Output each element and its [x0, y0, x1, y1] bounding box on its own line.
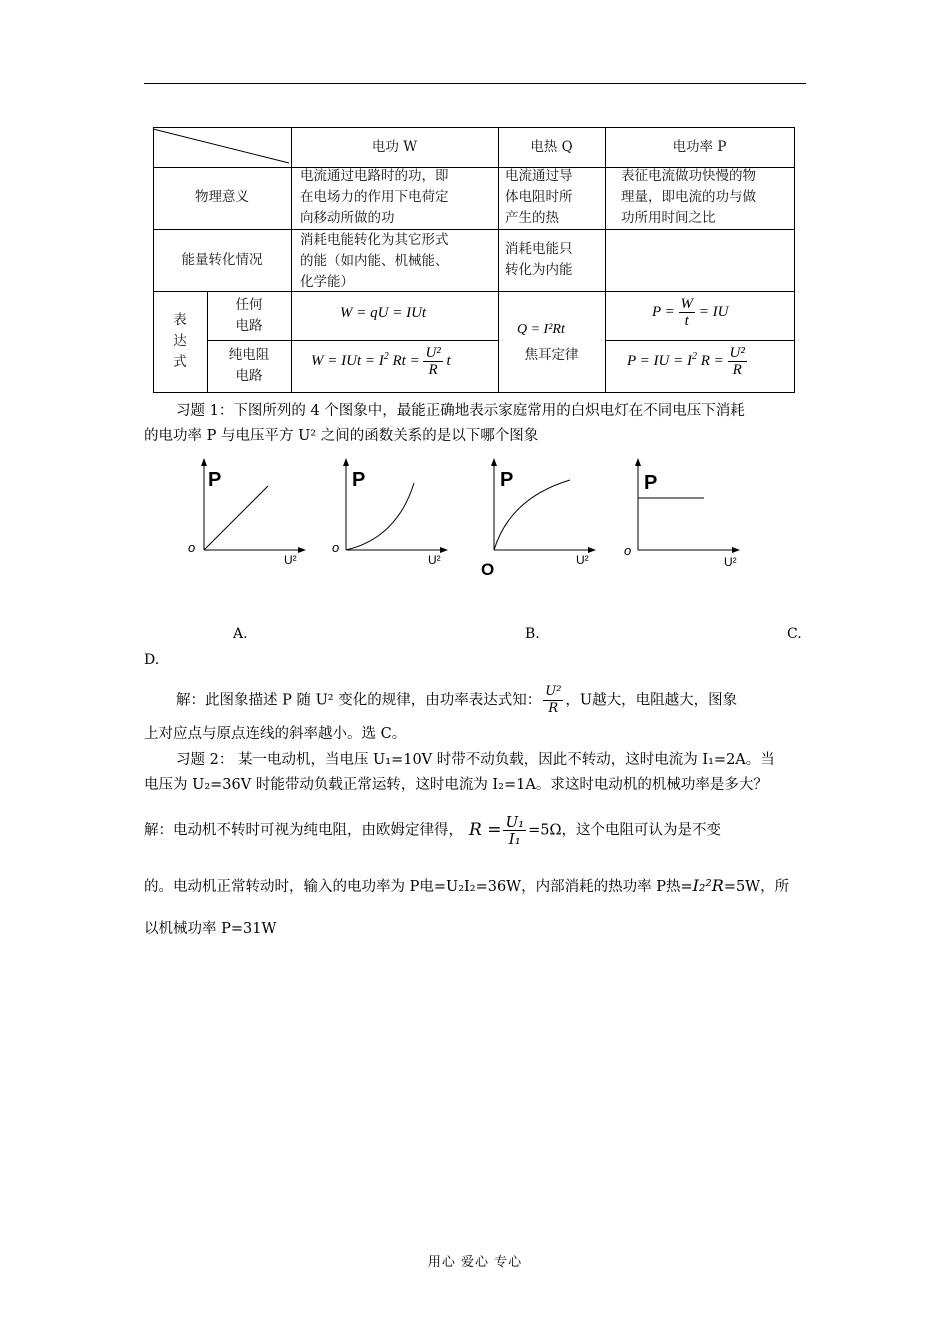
option-d: D.: [144, 652, 160, 668]
meaning-heat: 电流通过导 体电阻时所 产生的热: [505, 168, 573, 226]
exercise2-solution: 解：电动机不转时可视为纯电阻，由欧姆定律得， R = $\frac{\text{U₁}}{\text{I₁}}$ =5Ω，这个电阻可认为是不变: [144, 813, 722, 848]
exercise1-line2: 的电功率 P 与电压平方 U² 之间的函数关系的是以下哪个图象: [144, 428, 539, 444]
graph-b-o: o: [332, 540, 340, 555]
graph-d-u: U²: [724, 555, 737, 569]
joule-law: 焦耳定律: [524, 347, 579, 363]
graph-c-u: U²: [576, 553, 589, 567]
formula-heat: Q = I²Rt: [517, 322, 565, 337]
exercise2-line1: 习题 2： 某一电动机，当电压 U₁=10V 时带不动负载，因此不转动，这时电流为 I₁=2A。当: [176, 752, 775, 768]
exercise2-line2: 电压为 U₂=36V 时能带动负载正常运转，这时电流为 I₂=1A。求这时电动机的机械功率是多大？: [144, 777, 768, 793]
graph-a-u: U²: [284, 553, 297, 567]
row-label-expression: 表 达 式: [173, 312, 187, 370]
graph-c-p: P: [500, 469, 514, 491]
any-circuit-label: 任何 电路: [235, 297, 263, 334]
energy-heat: 消耗电能只 转化为内能: [505, 241, 573, 278]
row-label-energy: 能量转化情况: [181, 252, 263, 268]
graph-b-p: P: [352, 469, 366, 491]
option-c: C.: [787, 626, 802, 642]
header-work: 电功 W: [371, 139, 418, 155]
header-rule: [144, 83, 806, 84]
graph-c: [470, 458, 600, 558]
exercise2-solution-line2: 的。电动机正常转动时，输入的电功率为 P电=U₂I₂=36W，内部消耗的热功率 P热=I₂²R=5W，所: [144, 876, 790, 895]
graph-b: [322, 458, 452, 558]
formula-power-any: P = $\frac{W}{t}$ = IU: [652, 296, 729, 329]
graph-c-o: O: [481, 560, 495, 579]
meaning-power: 表征电流做功快慢的物 理量，即电流的功与做 功所用时间之比: [621, 168, 756, 226]
option-b: B.: [525, 626, 540, 642]
graph-b-u: U²: [428, 553, 441, 567]
formula-any-work: W = qU = IUt: [340, 305, 427, 321]
meaning-work: 电流通过电路时的功，即 在电场力的作用下电荷定 向移动所做的功: [300, 168, 449, 226]
formula-pure-work: W = IUt = $I^2$ Rt = $\frac{\text{U²}}{R}$ t: [311, 345, 451, 378]
graph-d-p: P: [644, 472, 658, 494]
page-footer: 用心 爱心 专心: [427, 1255, 523, 1270]
header-diagonal: [153, 127, 292, 168]
exercise1-solution: 解：此图象描述 P 随 U² 变化的规律，由功率表达式知： $\frac{\text{U²}}{R}$ ，U越大，电阻越大，图象: [176, 684, 738, 716]
row-label-meaning: 物理意义: [195, 189, 249, 205]
formula-power-pure: P = IU = $I^2$ R = $\frac{\text{U²}}{R}$: [627, 345, 745, 378]
graph-d-o: o: [624, 543, 632, 558]
exercise1-line1: 习题 1：下图所列的 4 个图象中，最能正确地表示家庭常用的白炽电灯在不同电压下消耗: [176, 403, 745, 419]
option-a: A.: [233, 626, 248, 642]
exercise1-solution-line2: 上对应点与原点连线的斜率越小。选 C。: [144, 726, 407, 742]
pure-circuit-label: 纯电阻 电路: [228, 347, 270, 384]
graph-a-p: P: [208, 469, 222, 491]
graph-a: [180, 458, 310, 558]
energy-work: 消耗电能转化为其它形式 的能（如内能、机械能、 化学能）: [300, 232, 449, 290]
graph-d: [614, 458, 744, 558]
exercise2-solution-line3: 以机械功率 P=31W: [144, 921, 277, 937]
header-power: 电功率 P: [672, 139, 727, 155]
graph-a-o: o: [188, 540, 196, 555]
header-heat: 电热 Q: [530, 139, 573, 155]
